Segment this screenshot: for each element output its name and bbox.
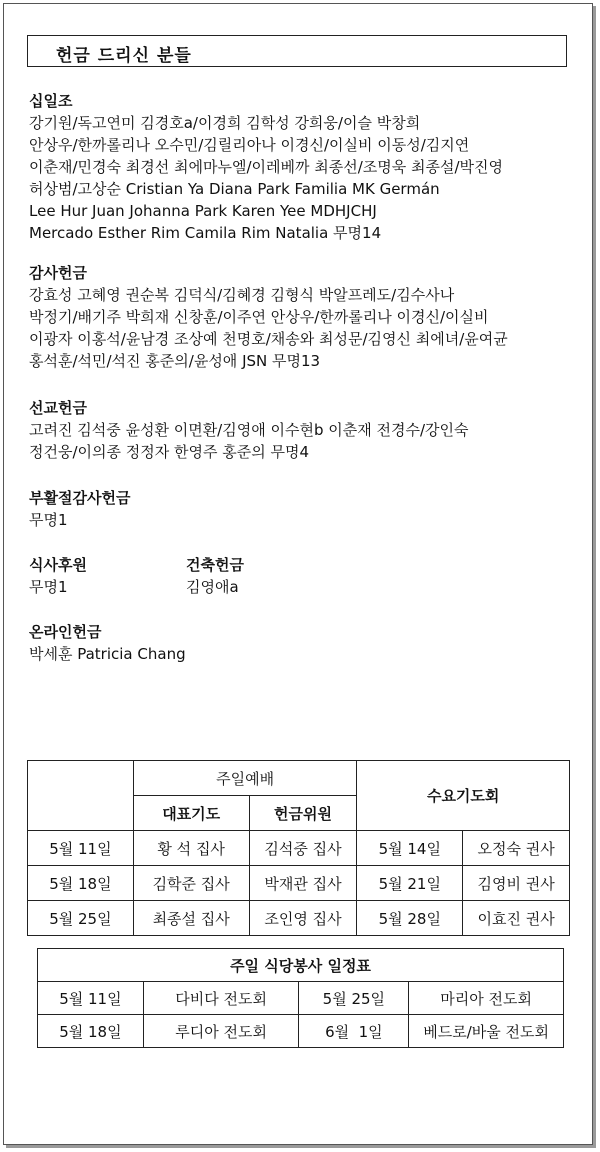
section-easter	[29, 487, 130, 531]
title-box	[27, 35, 567, 67]
cell-wed-leader: 이효진 권사	[463, 901, 570, 936]
name-line: 안상우/한까롤리나 오수민/김릴리아나 이경신/이실비 이동성/김지연	[29, 136, 470, 154]
cell-date: 6월 1일	[299, 1015, 409, 1048]
section-heading: 십일조	[29, 92, 73, 110]
table-row	[38, 1015, 564, 1048]
cell-date: 5월 25일	[299, 982, 409, 1015]
name-line: 강기원/독고연미 김경호a/이경희 김학성 강희웅/이슬 박창희	[29, 114, 421, 132]
table-corner-cell	[28, 761, 134, 831]
cell-wed-leader: 김영비 권사	[463, 866, 570, 901]
cell-offering: 김석중 집사	[249, 831, 357, 866]
name-line: 이광자 이홍석/윤남경 조상예 천명호/채송와 최성문/김영신 최에녀/윤여균	[29, 330, 508, 348]
table-row	[28, 831, 570, 866]
name-line: Mercado Esther Rim Camila Rim Natalia 무명14	[29, 224, 382, 242]
section-online	[29, 621, 186, 665]
service-schedule-table	[27, 760, 570, 936]
name-line: 김영애a	[186, 578, 239, 596]
table-row	[28, 901, 570, 936]
section-tithe	[29, 90, 503, 244]
section-mission	[29, 397, 468, 463]
section-building	[186, 554, 244, 598]
section-meal-support	[29, 554, 87, 598]
page-title: 헌금 드리신 분들	[56, 46, 192, 66]
section-heading: 식사후원	[29, 556, 87, 574]
section-heading: 감사헌금	[29, 264, 87, 282]
name-line: 무명1	[29, 511, 68, 529]
name-line: 홍석훈/석민/석진 홍준의/윤성애 JSN 무명13	[29, 352, 321, 370]
meal-table-title: 주일 식당봉사 일정표	[38, 949, 564, 982]
cell-prayer: 김학준 집사	[133, 866, 249, 901]
cell-date: 5월 25일	[28, 901, 134, 936]
table-row	[28, 866, 570, 901]
section-thanks	[29, 262, 508, 372]
meal-schedule-table	[37, 948, 564, 1048]
table-row	[38, 982, 564, 1015]
cell-prayer: 최종설 집사	[133, 901, 249, 936]
name-line: 허상범/고상순 Cristian Ya Diana Park Familia MK Germán	[29, 180, 440, 198]
header-offering: 헌금위원	[249, 796, 357, 831]
cell-group: 루디아 전도회	[143, 1015, 299, 1048]
header-prayer: 대표기도	[133, 796, 249, 831]
name-line: 강효성 고혜영 권순복 김덕식/김혜경 김형식 박알프레도/김수사나	[29, 286, 455, 304]
header-wednesday: 수요기도회	[357, 761, 570, 831]
cell-date: 5월 11일	[28, 831, 134, 866]
name-line: 정건웅/이의종 정정자 한영주 홍준의 무명4	[29, 443, 310, 461]
header-sunday: 주일예배	[133, 761, 357, 796]
cell-date: 5월 18일	[28, 866, 134, 901]
cell-wed-date: 5월 14일	[357, 831, 463, 866]
cell-wed-date: 5월 21일	[357, 866, 463, 901]
name-line: 무명1	[29, 578, 68, 596]
section-heading: 선교헌금	[29, 399, 87, 417]
cell-date: 5월 11일	[38, 982, 144, 1015]
name-line: Lee Hur Juan Johanna Park Karen Yee MDHJCHJ	[29, 202, 377, 220]
name-line: 박정기/배기주 박희재 신창훈/이주연 안상우/한까롤리나 이경신/이실비	[29, 308, 489, 326]
cell-group: 다비다 전도회	[143, 982, 299, 1015]
cell-date: 5월 18일	[38, 1015, 144, 1048]
cell-wed-leader: 오정숙 권사	[463, 831, 570, 866]
section-heading: 건축헌금	[186, 556, 244, 574]
section-heading: 온라인헌금	[29, 623, 102, 641]
name-line: 박세훈 Patricia Chang	[29, 645, 186, 663]
cell-group: 마리아 전도회	[409, 982, 564, 1015]
name-line: 이춘재/민경숙 최경선 최에마누엘/이레베까 최종선/조명욱 최종설/박진영	[29, 158, 503, 176]
cell-prayer: 황 석 집사	[133, 831, 249, 866]
section-heading: 부활절감사헌금	[29, 489, 131, 507]
name-line: 고려진 김석중 윤성환 이면환/김영애 이수현b 이춘재 전경수/강인숙	[29, 421, 469, 439]
cell-group: 베드로/바울 전도회	[409, 1015, 564, 1048]
cell-offering: 박재관 집사	[249, 866, 357, 901]
cell-wed-date: 5월 28일	[357, 901, 463, 936]
cell-offering: 조인영 집사	[249, 901, 357, 936]
